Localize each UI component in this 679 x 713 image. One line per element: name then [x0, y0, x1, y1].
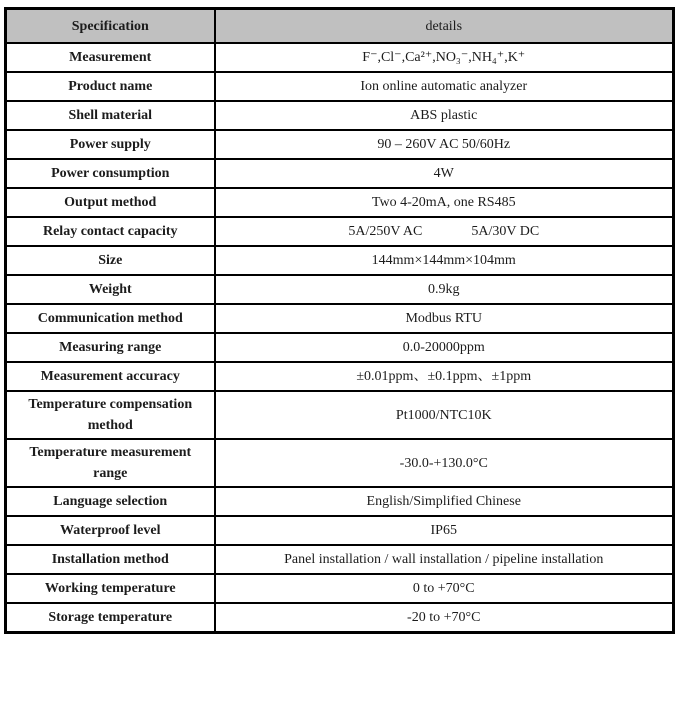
- table-row: [6, 516, 674, 545]
- spec-value: 5A/250V AC 5A/30V DC: [215, 217, 674, 246]
- spec-label: Measurement: [6, 43, 215, 72]
- table-row: [6, 159, 674, 188]
- spec-value: F⁻,Cl⁻,Ca²⁺,NO₃⁻,NH₄⁺,K⁺: [215, 43, 674, 72]
- table-row: [6, 101, 674, 130]
- spec-value: English/Simplified Chinese: [215, 487, 674, 516]
- table-row: [6, 487, 674, 516]
- table-row: [6, 574, 674, 603]
- spec-label: Power supply: [6, 130, 215, 159]
- table-row: [6, 43, 674, 72]
- spec-value: Panel installation / wall installation / pipeline installation: [215, 545, 674, 574]
- spec-label: Output method: [6, 188, 215, 217]
- spec-label: Size: [6, 246, 215, 275]
- spec-label: Relay contact capacity: [6, 217, 215, 246]
- spec-value: Modbus RTU: [215, 304, 674, 333]
- table-row: [6, 217, 674, 246]
- specification-table: [4, 7, 675, 634]
- spec-label: Temperature compensation method: [6, 391, 215, 439]
- spec-value: 144mm×144mm×104mm: [215, 246, 674, 275]
- spec-value: Ion online automatic analyzer: [215, 72, 674, 101]
- table-row: [6, 333, 674, 362]
- spec-value: IP65: [215, 516, 674, 545]
- table-header-row: [6, 9, 674, 44]
- spec-label: Working temperature: [6, 574, 215, 603]
- table-row: [6, 130, 674, 159]
- spec-label: Communication method: [6, 304, 215, 333]
- table-row: [6, 391, 674, 439]
- spec-label: Storage temperature: [6, 603, 215, 632]
- spec-value: Two 4-20mA, one RS485: [215, 188, 674, 217]
- spec-label: Weight: [6, 275, 215, 304]
- table-row: [6, 188, 674, 217]
- spec-value: -20 to +70°C: [215, 603, 674, 632]
- spec-value: 4W: [215, 159, 674, 188]
- spec-value: Pt1000/NTC10K: [215, 391, 674, 439]
- spec-label: Power consumption: [6, 159, 215, 188]
- spec-value: 0.9kg: [215, 275, 674, 304]
- spec-value: -30.0-+130.0°C: [215, 439, 674, 487]
- spec-label: Temperature measurement range: [6, 439, 215, 487]
- header-specification: Specification: [6, 9, 215, 44]
- table-row: [6, 275, 674, 304]
- header-details: details: [215, 9, 674, 44]
- table-row: [6, 362, 674, 391]
- table-row: [6, 304, 674, 333]
- spec-label: Measuring range: [6, 333, 215, 362]
- spec-value: 0 to +70°C: [215, 574, 674, 603]
- table-row: [6, 246, 674, 275]
- spec-value: ±0.01ppm、±0.1ppm、±1ppm: [215, 362, 674, 391]
- spec-label: Measurement accuracy: [6, 362, 215, 391]
- table-row: [6, 439, 674, 487]
- spec-value: 90 – 260V AC 50/60Hz: [215, 130, 674, 159]
- table-row: [6, 545, 674, 574]
- table-row: [6, 603, 674, 632]
- spec-label: Product name: [6, 72, 215, 101]
- table-row: [6, 72, 674, 101]
- spec-value: 0.0-20000ppm: [215, 333, 674, 362]
- spec-label: Installation method: [6, 545, 215, 574]
- spec-value: ABS plastic: [215, 101, 674, 130]
- spec-label: Shell material: [6, 101, 215, 130]
- spec-label: Language selection: [6, 487, 215, 516]
- spec-label: Waterproof level: [6, 516, 215, 545]
